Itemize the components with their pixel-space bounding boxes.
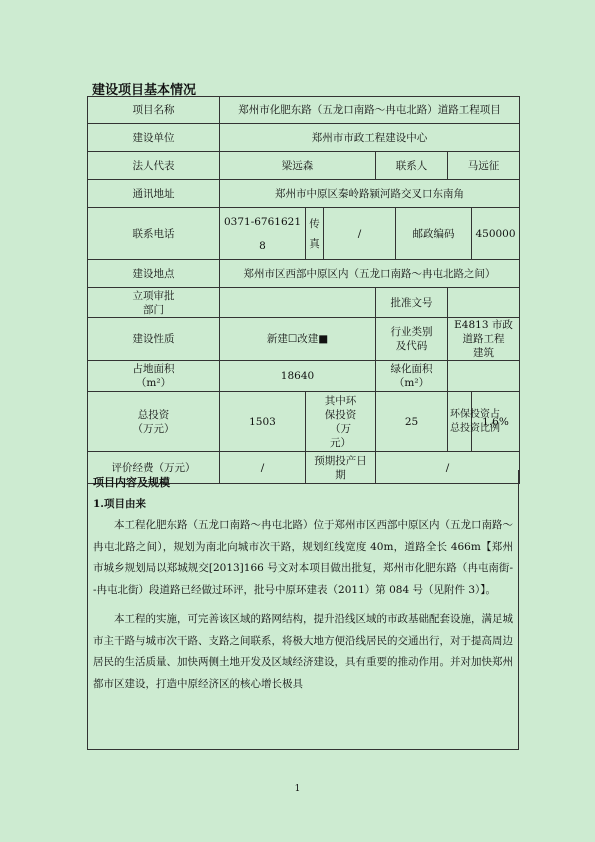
address-value: 郑州市中原区秦岭路颍河路交叉口东南角 — [220, 180, 520, 208]
approval-dept-label-line2: 部门 — [143, 303, 164, 316]
location-label: 建设地点 — [88, 260, 220, 288]
env-invest-label-line3: （万 — [330, 422, 351, 435]
contact-value: 马远征 — [448, 152, 520, 180]
legal-rep-value: 梁远森 — [220, 152, 376, 180]
approval-dept-label — [88, 288, 220, 318]
production-date-label-line2: 期 — [335, 468, 346, 481]
approval-no-value — [448, 288, 520, 318]
env-ratio-value: 1.6% — [472, 392, 520, 452]
row-investment — [88, 392, 520, 452]
green-label — [376, 361, 448, 392]
row-area — [88, 361, 520, 392]
invest-value: 1503 — [220, 392, 306, 452]
section-title: 项目内容及规模 — [93, 476, 170, 489]
area-label-line2: （m²） — [135, 377, 172, 389]
paragraph-1: 本工程化肥东路（五龙口南路～冉屯北路）位于郑州市区西部中原区内（五龙口南路～冉屯北路之间），规划为南北向城市次干路，规划红线宽度 40m，道路全长 466m【郑州市城乡规划局以郑城规交[2013]166 号文对本项目做出批复，郑州市化肥东路（冉屯南街--冉屯北街）段道路已经做过环评，批号中原环建表（2011）第 084 号（见附件 3）】。 — [93, 519, 513, 596]
legal-rep-label: 法人代表 — [88, 152, 220, 180]
env-invest-value: 25 — [376, 392, 448, 452]
phone-label: 联系电话 — [88, 208, 220, 260]
eval-fee-value: / — [220, 452, 306, 484]
page-title: 建设项目基本情况 — [92, 83, 197, 98]
nature-label: 建设性质 — [88, 318, 220, 361]
row-legal-rep — [88, 152, 520, 180]
production-date-value: / — [376, 452, 520, 484]
fax-value: / — [324, 208, 396, 260]
approval-dept-value — [220, 288, 376, 318]
builder-value: 郑州市市政工程建设中心 — [220, 124, 520, 152]
project-name-value: 郑州市化肥东路（五龙口南路～冉屯北路）道路工程项目 — [220, 97, 520, 124]
production-date-label-line1: 预期投产日 — [314, 454, 367, 467]
area-label-line1: 占地面积 — [132, 363, 175, 375]
phone-value-line1: 0371-6761621 — [223, 215, 302, 228]
postcode-value: 450000 — [472, 208, 520, 260]
project-content-section — [87, 470, 519, 750]
env-invest-label — [306, 392, 376, 452]
row-project-name — [88, 97, 520, 124]
invest-label-line2: （万元） — [132, 422, 175, 435]
green-value — [448, 361, 520, 392]
subsection-title: 1.项目由来 — [93, 498, 146, 510]
green-label-line1: 绿化面积 — [390, 363, 433, 375]
project-name-label: 项目名称 — [88, 97, 220, 124]
industry-value-line1: E4813 市政道路工程 — [454, 319, 513, 345]
row-builder — [88, 124, 520, 152]
row-phone — [88, 208, 520, 260]
env-invest-label-line4: 元） — [330, 436, 351, 449]
area-label — [88, 361, 220, 392]
fax-label — [306, 208, 324, 260]
fax-label-line1: 传 — [309, 217, 320, 230]
approval-dept-label-line1: 立项审批 — [132, 289, 175, 302]
area-value: 18640 — [220, 361, 376, 392]
eval-fee-label: 评价经费（万元） — [88, 452, 220, 484]
page-number: 1 — [294, 784, 301, 794]
industry-label — [376, 318, 448, 361]
env-ratio-label-line1: 环保投资占 — [450, 408, 500, 420]
phone-value — [220, 208, 306, 260]
env-invest-label-line2: 保投资 — [324, 408, 357, 421]
row-approval — [88, 288, 520, 318]
location-value: 郑州市区西部中原区内（五龙口南路～冉屯北路之间） — [220, 260, 520, 288]
row-location — [88, 260, 520, 288]
postcode-label: 邮政编码 — [396, 208, 472, 260]
address-label: 通讯地址 — [88, 180, 220, 208]
contact-label: 联系人 — [376, 152, 448, 180]
env-invest-label-line1: 其中环 — [324, 394, 357, 407]
approval-no-label: 批准文号 — [376, 288, 448, 318]
phone-value-line2: 8 — [259, 239, 266, 252]
row-nature — [88, 318, 520, 361]
industry-label-line2: 及代码 — [395, 340, 428, 352]
nature-value: 新建☐改建■ — [220, 318, 376, 361]
industry-value-line2: 建筑 — [473, 347, 494, 359]
row-address — [88, 180, 520, 208]
project-info-table — [87, 96, 520, 484]
green-label-line2: （m²） — [393, 377, 430, 389]
paragraph-2: 本工程的实施，可完善该区域的路网结构，提升沿线区域的市政基础配套设施，满足城市主干路与城市次干路、支路之间联系，将极大地方便沿线居民的交通出行，对于提高周边居民的生活质量、加快两侧土地开发及区域经济建设，具有重要的推动作用。并对加快郑州都市区建设，打造中原经济区的核心增长极具 — [93, 613, 513, 690]
industry-value — [448, 318, 520, 361]
fax-label-line2: 真 — [309, 237, 320, 250]
env-ratio-label-line2: 总投资比例 — [450, 422, 500, 434]
industry-label-line1: 行业类别 — [390, 326, 433, 338]
invest-label-line1: 总投资 — [137, 408, 170, 421]
invest-label — [88, 392, 220, 452]
builder-label: 建设单位 — [88, 124, 220, 152]
